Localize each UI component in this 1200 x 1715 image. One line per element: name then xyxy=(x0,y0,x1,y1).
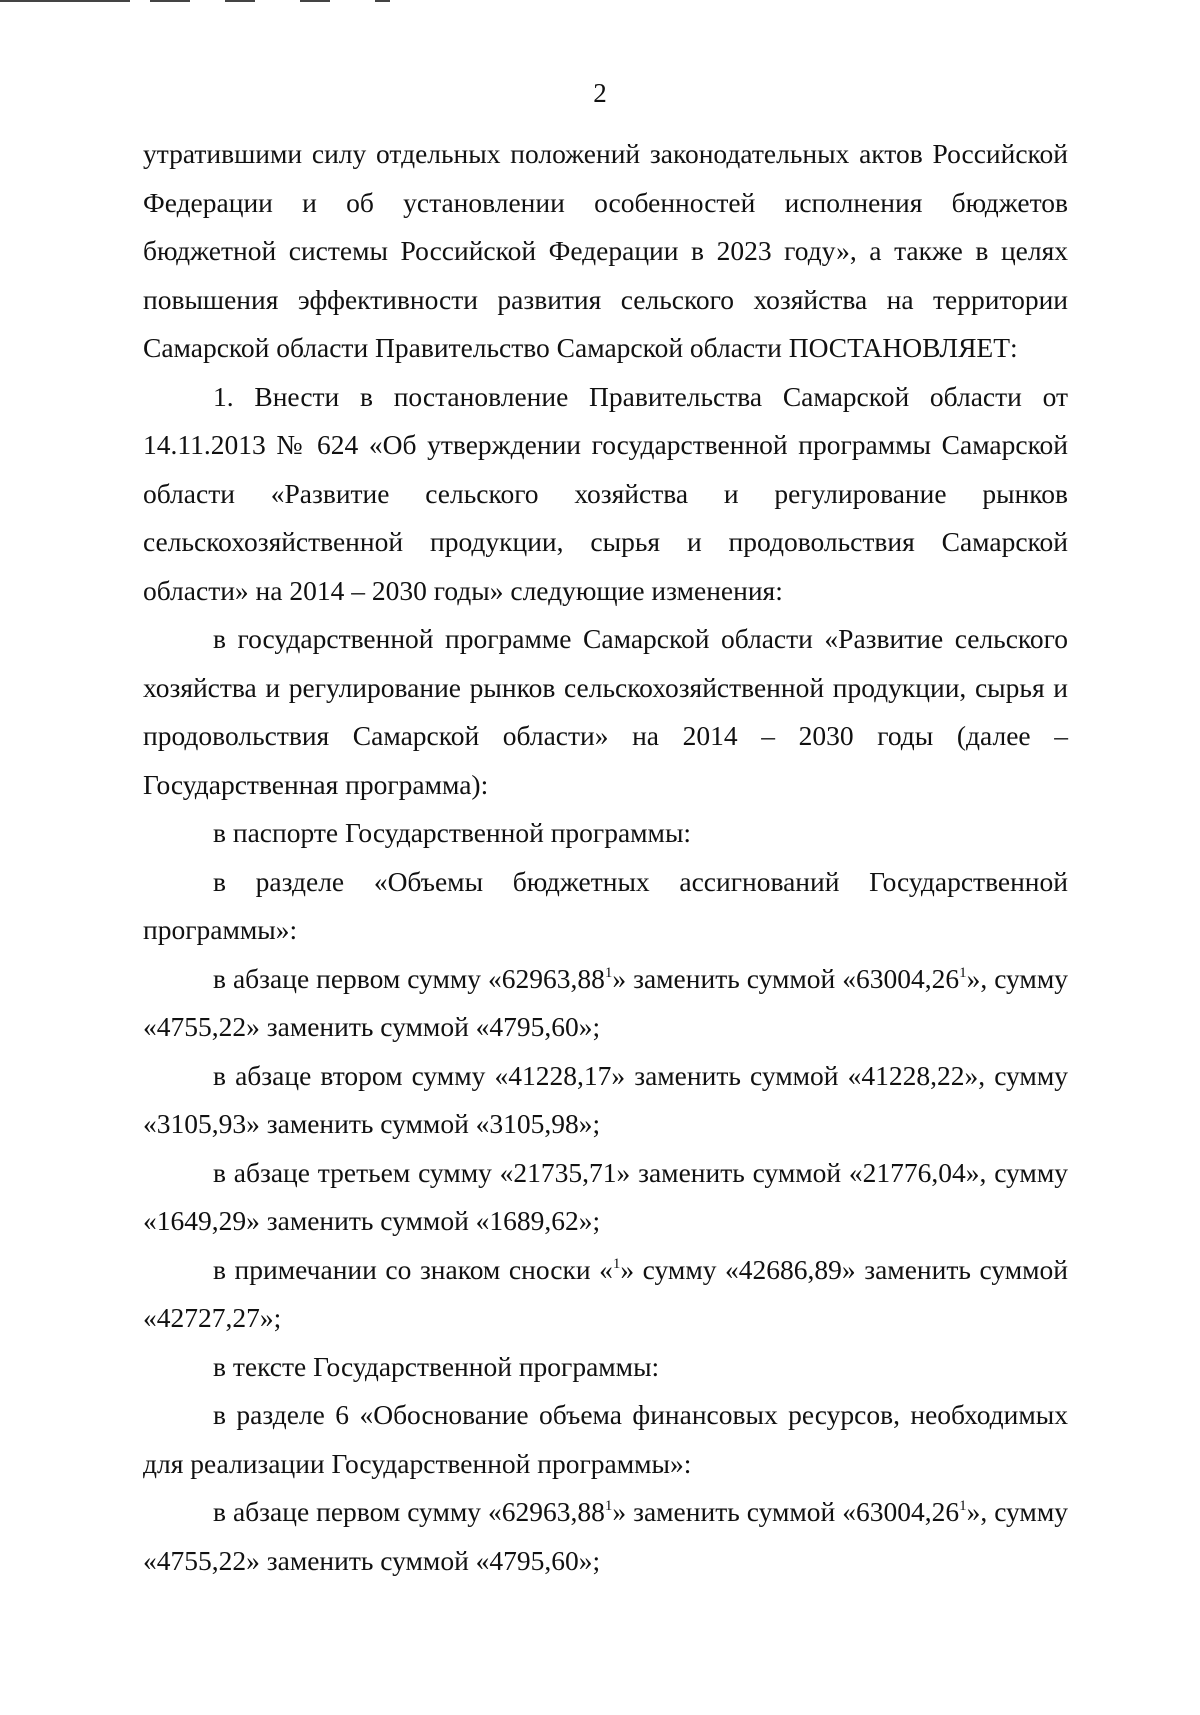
scan-edge-line xyxy=(375,0,390,2)
scan-edge-line xyxy=(150,0,190,2)
footnote-mark: 1 xyxy=(959,964,967,981)
paragraph: утратившими силу отдельных положений законодательных актов Российской Федерации и об установлении особенностей исполнения бюджетов бюджетной системы Российской Федерации в 2023 году», а также в целях повышения эффективности развития сельского хозяйства на территории Самарской области Правительство Самарской области ПОСТАНОВЛЯЕТ: xyxy=(143,138,1068,363)
paragraph-text: в абзаце первом сумму «62963,88 xyxy=(213,1496,605,1527)
paragraph-text: » заменить суммой «63004,26 xyxy=(612,962,960,994)
paragraph: в государственной программе Самарской области «Развитие сельского хозяйства и регулирование рынков сельскохозяйственной продукции, сырья и продовольствия Самарской области» на 2014 – 2030 годы (далее – Государственная программа): xyxy=(143,623,1068,800)
footnote-mark: 1 xyxy=(612,1255,621,1272)
paragraph: в тексте Государственной программы: xyxy=(213,1350,660,1382)
paragraph: в абзаце третьем сумму «21735,71» заменить суммой «21776,04», сумму «1649,29» заменить суммой «1689,62»; xyxy=(143,1156,1068,1236)
page-number: 2 xyxy=(593,78,607,108)
paragraph: в абзаце втором сумму «41228,17» заменить суммой «41228,22», сумму «3105,93» заменить суммой «3105,98»; xyxy=(143,1059,1068,1139)
paragraph-text: в абзаце первом сумму «62963,88 xyxy=(213,962,605,994)
footnote-mark: 1 xyxy=(959,1498,967,1514)
footnote-mark: 1 xyxy=(604,964,613,981)
scan-edge-line xyxy=(300,0,330,2)
paragraph: в паспорте Государственной программы: xyxy=(213,817,692,848)
paragraph-text: в примечании со знаком сноски « xyxy=(213,1253,613,1285)
paragraph-text: » заменить суммой «63004,26 xyxy=(612,1496,960,1527)
paragraph: в разделе «Объемы бюджетных ассигнований Государственной программы»: xyxy=(143,865,1068,945)
paragraph-text: », сумму «4755,22» заменить суммой «4795,60»; xyxy=(143,962,1068,1042)
paragraph: в разделе 6 «Обоснование объема финансовых ресурсов, необходимых для реализации Государственной программы»: xyxy=(143,1399,1068,1479)
paragraph xyxy=(143,955,1068,1052)
paragraph-text: » сумму «42686,89» заменить суммой «42727,27»; xyxy=(143,1253,1068,1333)
footnote-mark: 1 xyxy=(604,1498,613,1514)
paragraph xyxy=(143,1246,1068,1343)
paragraph: 1. Внести в постановление Правительства Самарской области от 14.11.2013 № 624 «Об утверждении государственной программы Самарской области «Развитие сельского хозяйства и регулирование рынков сельскохозяйственной продукции, сырья и продовольствия Самарской области» на 2014 – 2030 годы» следующие изменения: xyxy=(143,380,1068,606)
scan-edge-line xyxy=(225,0,255,2)
scan-edge-line xyxy=(0,0,130,2)
paragraph xyxy=(143,1488,1068,1585)
document-body xyxy=(143,130,1068,1585)
paragraph-text: », сумму «4755,22» заменить суммой «4795,60»; xyxy=(143,1496,1068,1576)
